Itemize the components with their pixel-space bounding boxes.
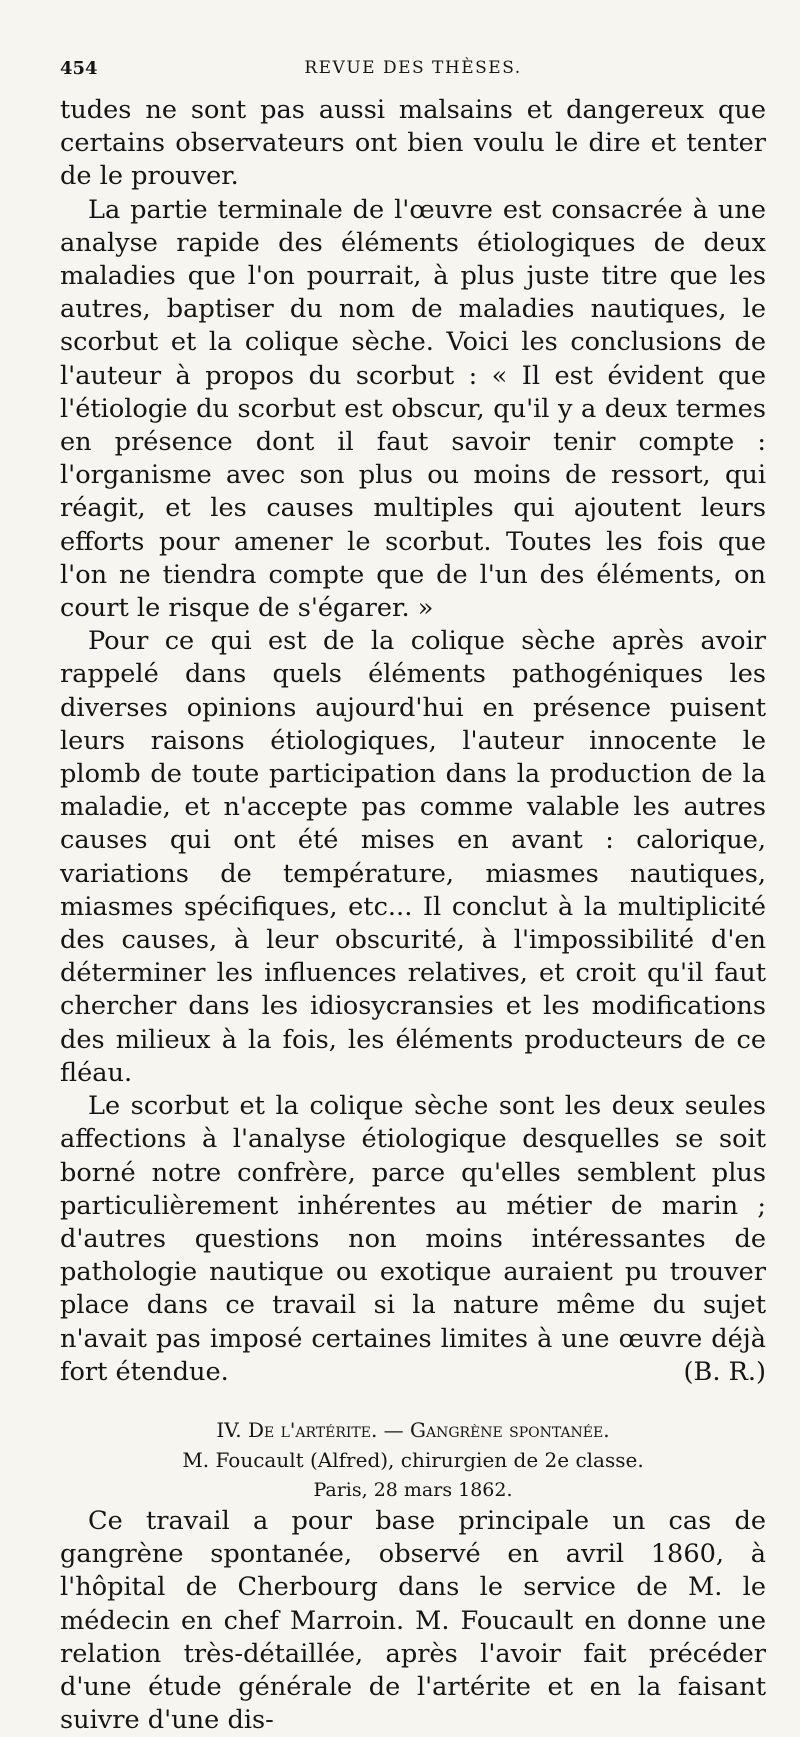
section-author: M. Foucault (Alfred), chirurgien de 2e classe. bbox=[182, 1447, 644, 1472]
page-number: 454 bbox=[60, 58, 98, 79]
paragraph: Pour ce qui est de la colique sèche après avoir rappelé dans quels éléments pathogéniques les diverses opinions aujourd'hui en présence puisent leurs raisons étiologiques, l'auteur innocente le plomb de toute participation dans la production de la maladie, et n'accepte pas comme valable les autres causes qui ont été mises en avant : calorique, variations de température, miasmes nautiques, miasmes spécifiques, etc... Il conclut à la multiplicité des causes, à leur obscurité, à l'impossibilité d'en déterminer les influences relatives, et croit qu'il faut chercher dans les idiosycransies et les modifications des milieux à la fois, les éléments producteurs de ce fléau. bbox=[60, 626, 766, 1088]
section-heading bbox=[60, 1415, 766, 1505]
section-place-date: Paris, 28 mars 1862. bbox=[313, 1478, 513, 1501]
section-title: IV. De l'artérite. — Gangrène spontanée. bbox=[216, 1417, 610, 1442]
signature: (B. R.) bbox=[683, 1356, 766, 1387]
paragraph: La partie terminale de l'œuvre est consacrée à une analyse rapide des éléments étiologiques de deux maladies que l'on pourrait, à plus juste titre que les autres, baptiser du nom de maladies nautiques, le scorbut et la colique sèche. Voici les conclusions de l'auteur à propos du scorbut : « Il est évident que l'étiologie du scorbut est obscur, qu'il y a deux termes en présence dont il faut savoir tenir compte : l'organisme avec son plus ou moins de ressort, qui réagit, et les causes multiples qui ajoutent leurs efforts pour amener le scorbut. Toutes les fois que l'on ne tiendra compte que de l'un des éléments, on court le risque de s'égarer. » bbox=[60, 194, 766, 624]
paragraph-continuation: tudes ne sont pas aussi malsains et dangereux que certains observateurs ont bien voulu le dire et tenter de le prouver. bbox=[60, 95, 766, 192]
running-title: REVUE DES THÈSES. bbox=[304, 58, 522, 78]
section-paragraph: Ce travail a pour base principale un cas de gangrène spontanée, observé en avril 1860, à l'hôpital de Cherbourg dans le service de M. le médecin en chef Marroin. M. Foucault en donne une relation très-détaillée, après l'avoir fait précéder d'une étude générale de l'artérite et en la faisant suivre d'une dis- bbox=[60, 1505, 766, 1736]
page-header bbox=[60, 58, 766, 94]
paragraph-text: Le scorbut et la colique sèche sont les deux seules affections à l'analyse étiologique desquelles se soit borné notre confrère, parce qu'elles semblent plus particulièrement inhérentes au métier de marin ; d'autres questions non moins intéressantes de pathologie nautique ou exotique auraient pu trouver place dans ce travail si la nature même du sujet n'avait pas imposé certaines limites à une œuvre déjà fort étendue. bbox=[60, 1091, 766, 1387]
paragraph-last bbox=[60, 1090, 766, 1389]
body-text bbox=[60, 94, 766, 1737]
